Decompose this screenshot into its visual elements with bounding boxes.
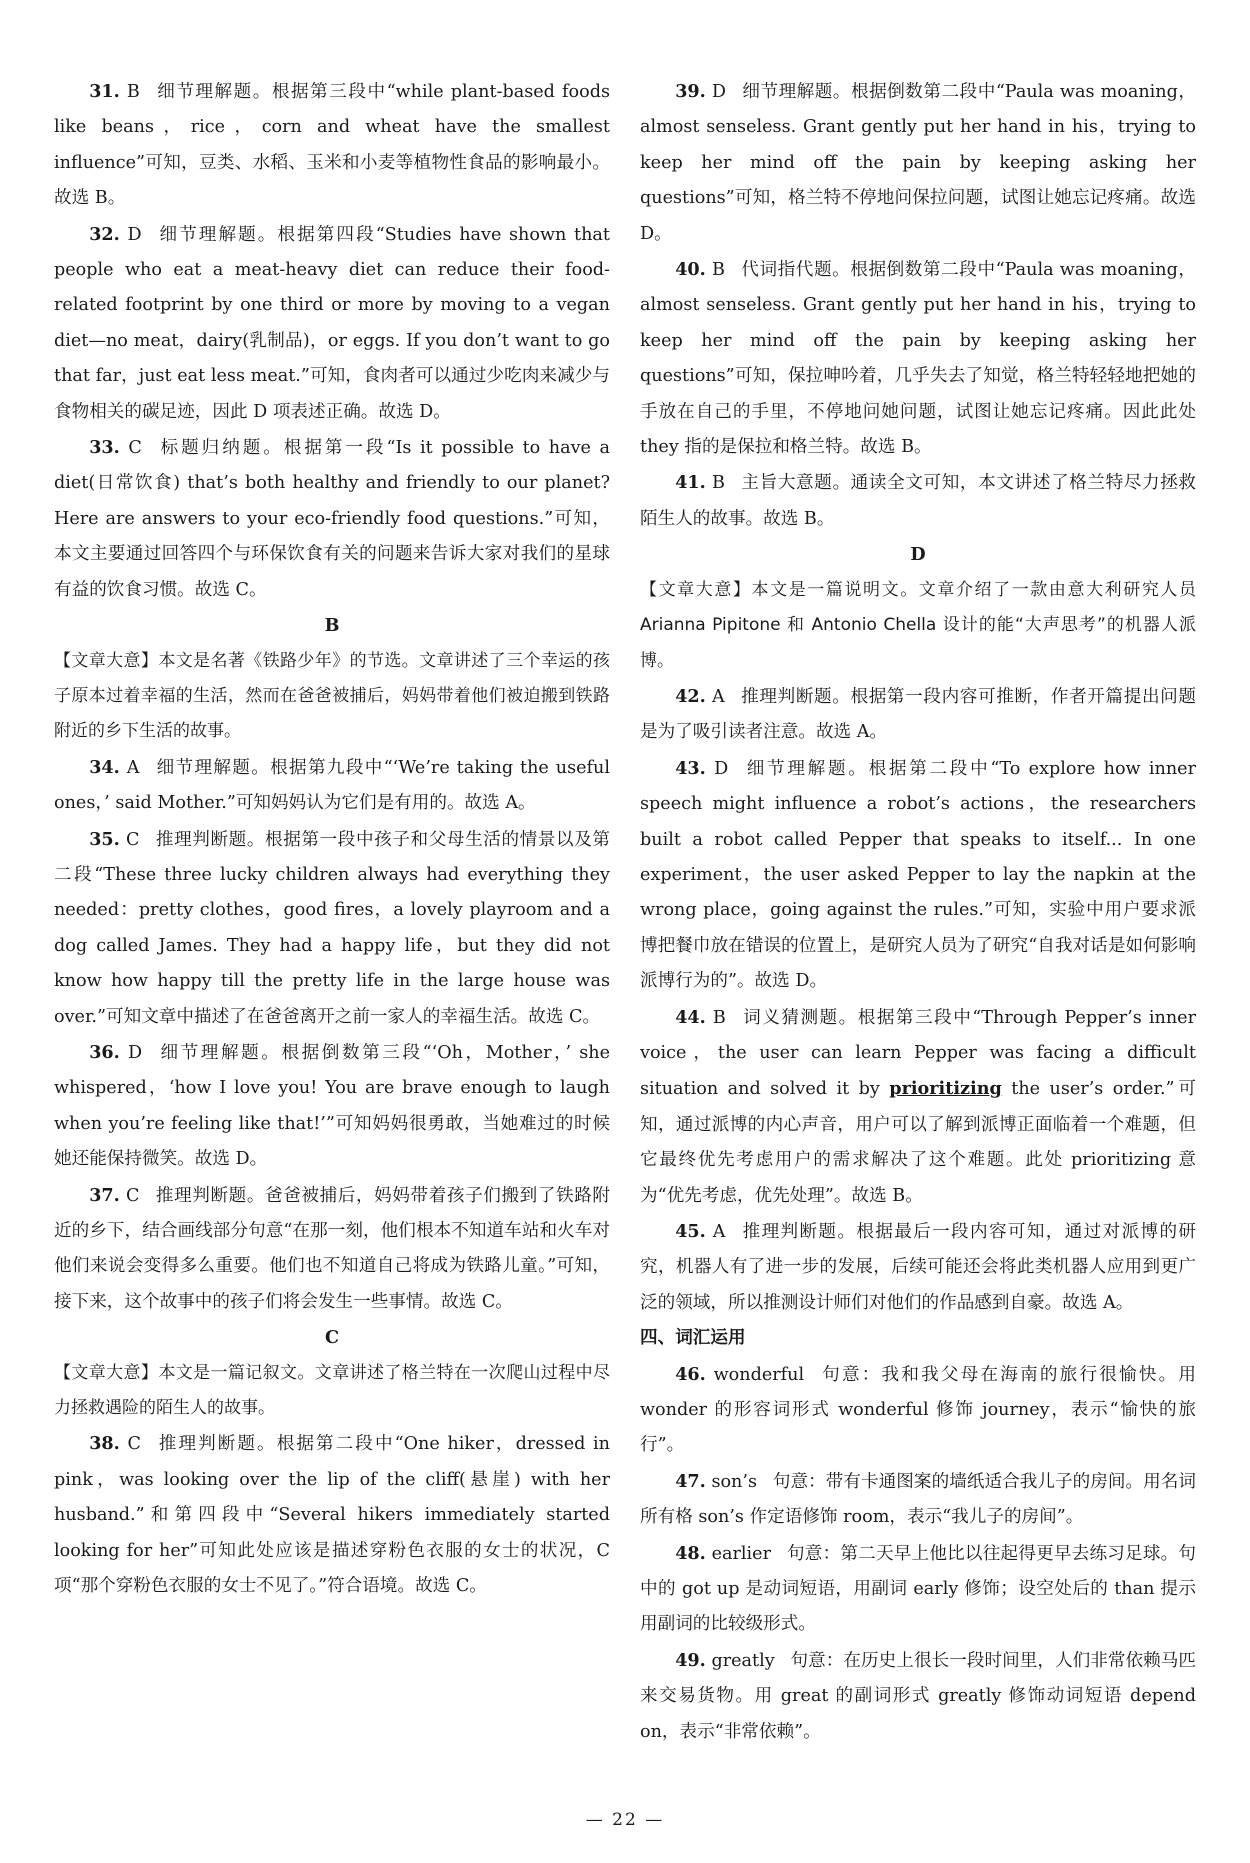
- answer-36: 36. D 细节理解题。根据倒数第三段“‘Oh，Mother，’ she whispered，‘how I love you! You are brave enough to laugh when you’re feeling like that!’”可知妈妈很勇敢，当她难过的时候她还能保持微笑。故选 D。: [54, 1041, 610, 1170]
- answer-49: 49. greatly 句意：在历史上很长一段时间里，人们非常依赖马匹来交易货物。用 great 的副词形式 greatly 修饰动词短语 depend on，表示“非常依赖”。: [640, 1649, 1196, 1742]
- right-column: [640, 74, 1196, 1794]
- answer-41: 41. B 主旨大意题。通读全文可知，本文讲述了格兰特尽力拯救陌生人的故事。故选 B。: [640, 472, 1196, 529]
- answer-34: 34. A 细节理解题。根据第九段中“‘We’re taking the useful ones，’ said Mother.”可知妈妈认为它们是有用的。故选 A。: [54, 756, 610, 814]
- answer-40: 40. B 代词指代题。根据倒数第二段中“Paula was moaning，almost senseless. Grant gently put her hand in his，trying to keep her mind off the pain by keeping asking her questions”可知，保拉呻吟着，几乎失去了知觉，格兰特轻轻地把她的手放在自己的手里，不停地问她问题，试图让她忘记疼痛。因此此处 they 指的是保拉和格兰特。故选 B。: [640, 259, 1197, 458]
- answer-44: 44. B 词义猜测题。根据第三段中“Through Pepper’s inner voice，the user can learn Pepper was facing a difficult situation and solved it by prioritizing the user’s order.”可知，通过派博的内心声音，用户可以了解到派博正面临着一个难题，但它最终优先考虑用户的需求解决了这个难题。此处 prioritizing 意为“优先考虑，优先处理”。故选 B。: [640, 1006, 1196, 1206]
- answer-page: [54, 74, 1196, 1794]
- answer-46: 46. wonderful 句意：我和我父母在海南的旅行很愉快。用 wonder 的形容词形式 wonderful 修饰 journey，表示“愉快的旅行”。: [640, 1363, 1196, 1456]
- underlined-word: prioritizing: [889, 1078, 1002, 1100]
- answer-45: 45. A 推理判断题。根据最后一段内容可知，通过对派博的研究，机器人有了进一步的发展，后续可能还会将此类机器人应用到更广泛的领域，所以推测设计师们对他们的作品感到自豪。故选 A。: [640, 1221, 1196, 1313]
- answer-42: 42. A 推理判断题。根据第一段内容可推断，作者开篇提出问题是为了吸引读者注意。故选 A。: [640, 685, 1196, 743]
- answer-43: 43. D 细节理解题。根据第二段中“To explore how inner speech might influence a robot’s actions，the researchers built a robot called Pepper that speaks to itself... In one experiment，the user asked Pepper to lay the napkin at the wrong place，going against the rules.”可知，实验中用户要求派博把餐巾放在错误的位置上，是研究人员为了研究“自我对话是如何影响派博行为的”。故选 D。: [640, 757, 1197, 992]
- answer-35: 35. C 推理判断题。根据第一段中孩子和父母生活的情景以及第二段“These three lucky children always had everything they needed：pretty clothes，good fires，a lovely playroom and a dog called James. They had a happy life，but they did not know how happy till the pretty life in the large house was over.”可知文章中描述了在爸爸离开之前一家人的幸福生活。故选 C。: [54, 828, 610, 1027]
- section-b-heading: B: [324, 615, 340, 637]
- summary-c: 【文章大意】本文是一篇记叙文。文章讲述了格兰特在一次爬山过程中尽力拯救遇险的陌生人的故事。: [54, 1362, 610, 1419]
- summary-b: 【文章大意】本文是名著《铁路少年》的节选。文章讲述了三个幸运的孩子原本过着幸福的生活，然而在爸爸被捕后，妈妈带着他们被迫搬到铁路附近的乡下生活的故事。: [54, 650, 610, 742]
- section-c-heading: C: [324, 1327, 339, 1349]
- answer-39: 39. D 细节理解题。根据倒数第二段中“Paula was moaning，almost senseless. Grant gently put her hand in his，trying to keep her mind off the pain by keeping asking her questions”可知，格兰特不停地问保拉问题，试图让她忘记疼痛。故选 D。: [640, 81, 1197, 244]
- answer-38: 38. C 推理判断题。根据第二段中“One hiker，dressed in pink，was looking over the lip of the cliff(悬崖) with her husband.”和第四段中“Several hikers immediately started looking for her”可知此处应该是描述穿粉色衣服的女士的状况，C 项“那个穿粉色衣服的女士不见了。”符合语境。故选 C。: [54, 1433, 610, 1597]
- answer-32: 32. D 细节理解题。根据第四段“Studies have shown that people who eat a meat-heavy diet can reduce their food-related footprint by one third or more by moving to a vegan diet—no meat，dairy(乳制品)，or eggs. If you don’t want to go that far，just eat less meat.”可知，食肉者可以通过少吃肉来减少与食物相关的碳足迹，因此 D 项表述正确。故选 D。: [54, 223, 610, 422]
- page-number: — 22 —: [585, 1810, 665, 1830]
- answer-33: 33. C 标题归纳题。根据第一段“Is it possible to have a diet(日常饮食) that’s both healthy and friendly to our planet? Here are answers to your eco-friendly food questions.”可知，本文主要通过回答四个与环保饮食有关的问题来告诉大家对我们的星球有益的饮食习惯。故选 C。: [54, 437, 610, 600]
- part-four-heading: 四、词汇运用: [640, 1328, 746, 1349]
- left-column: [54, 74, 610, 1794]
- section-d-heading: D: [910, 544, 926, 566]
- answer-37: 37. C 推理判断题。爸爸被捕后，妈妈带着孩子们搬到了铁路附近的乡下，结合画线部分句意“在那一刻，他们根本不知道车站和火车对他们来说会变得多么重要。他们也不知道自己将成为铁路儿童。”可知，接下来，这个故事中的孩子们将会发生一些事情。故选 C。: [54, 1184, 610, 1312]
- answer-31: 31. B 细节理解题。根据第三段中“while plant-based foods like beans，rice，corn and wheat have the smallest influence”可知，豆类、水稻、玉米和小麦等植物性食品的影响最小。故选 B。: [54, 81, 611, 209]
- answer-47: 47. son’s 句意：带有卡通图案的墙纸适合我儿子的房间。用名词所有格 son’s 作定语修饰 room，表示“我儿子的房间”。: [640, 1470, 1196, 1528]
- summary-d: 【文章大意】本文是一篇说明文。文章介绍了一款由意大利研究人员 Arianna Pipitone 和 Antonio Chella 设计的能“大声思考”的机器人派博。: [640, 579, 1196, 671]
- answer-48: 48. earlier 句意：第二天早上他比以往起得更早去练习足球。句中的 got up 是动词短语，用副词 early 修饰；设空处后的 than 提示用副词的比较级形式。: [640, 1542, 1196, 1635]
